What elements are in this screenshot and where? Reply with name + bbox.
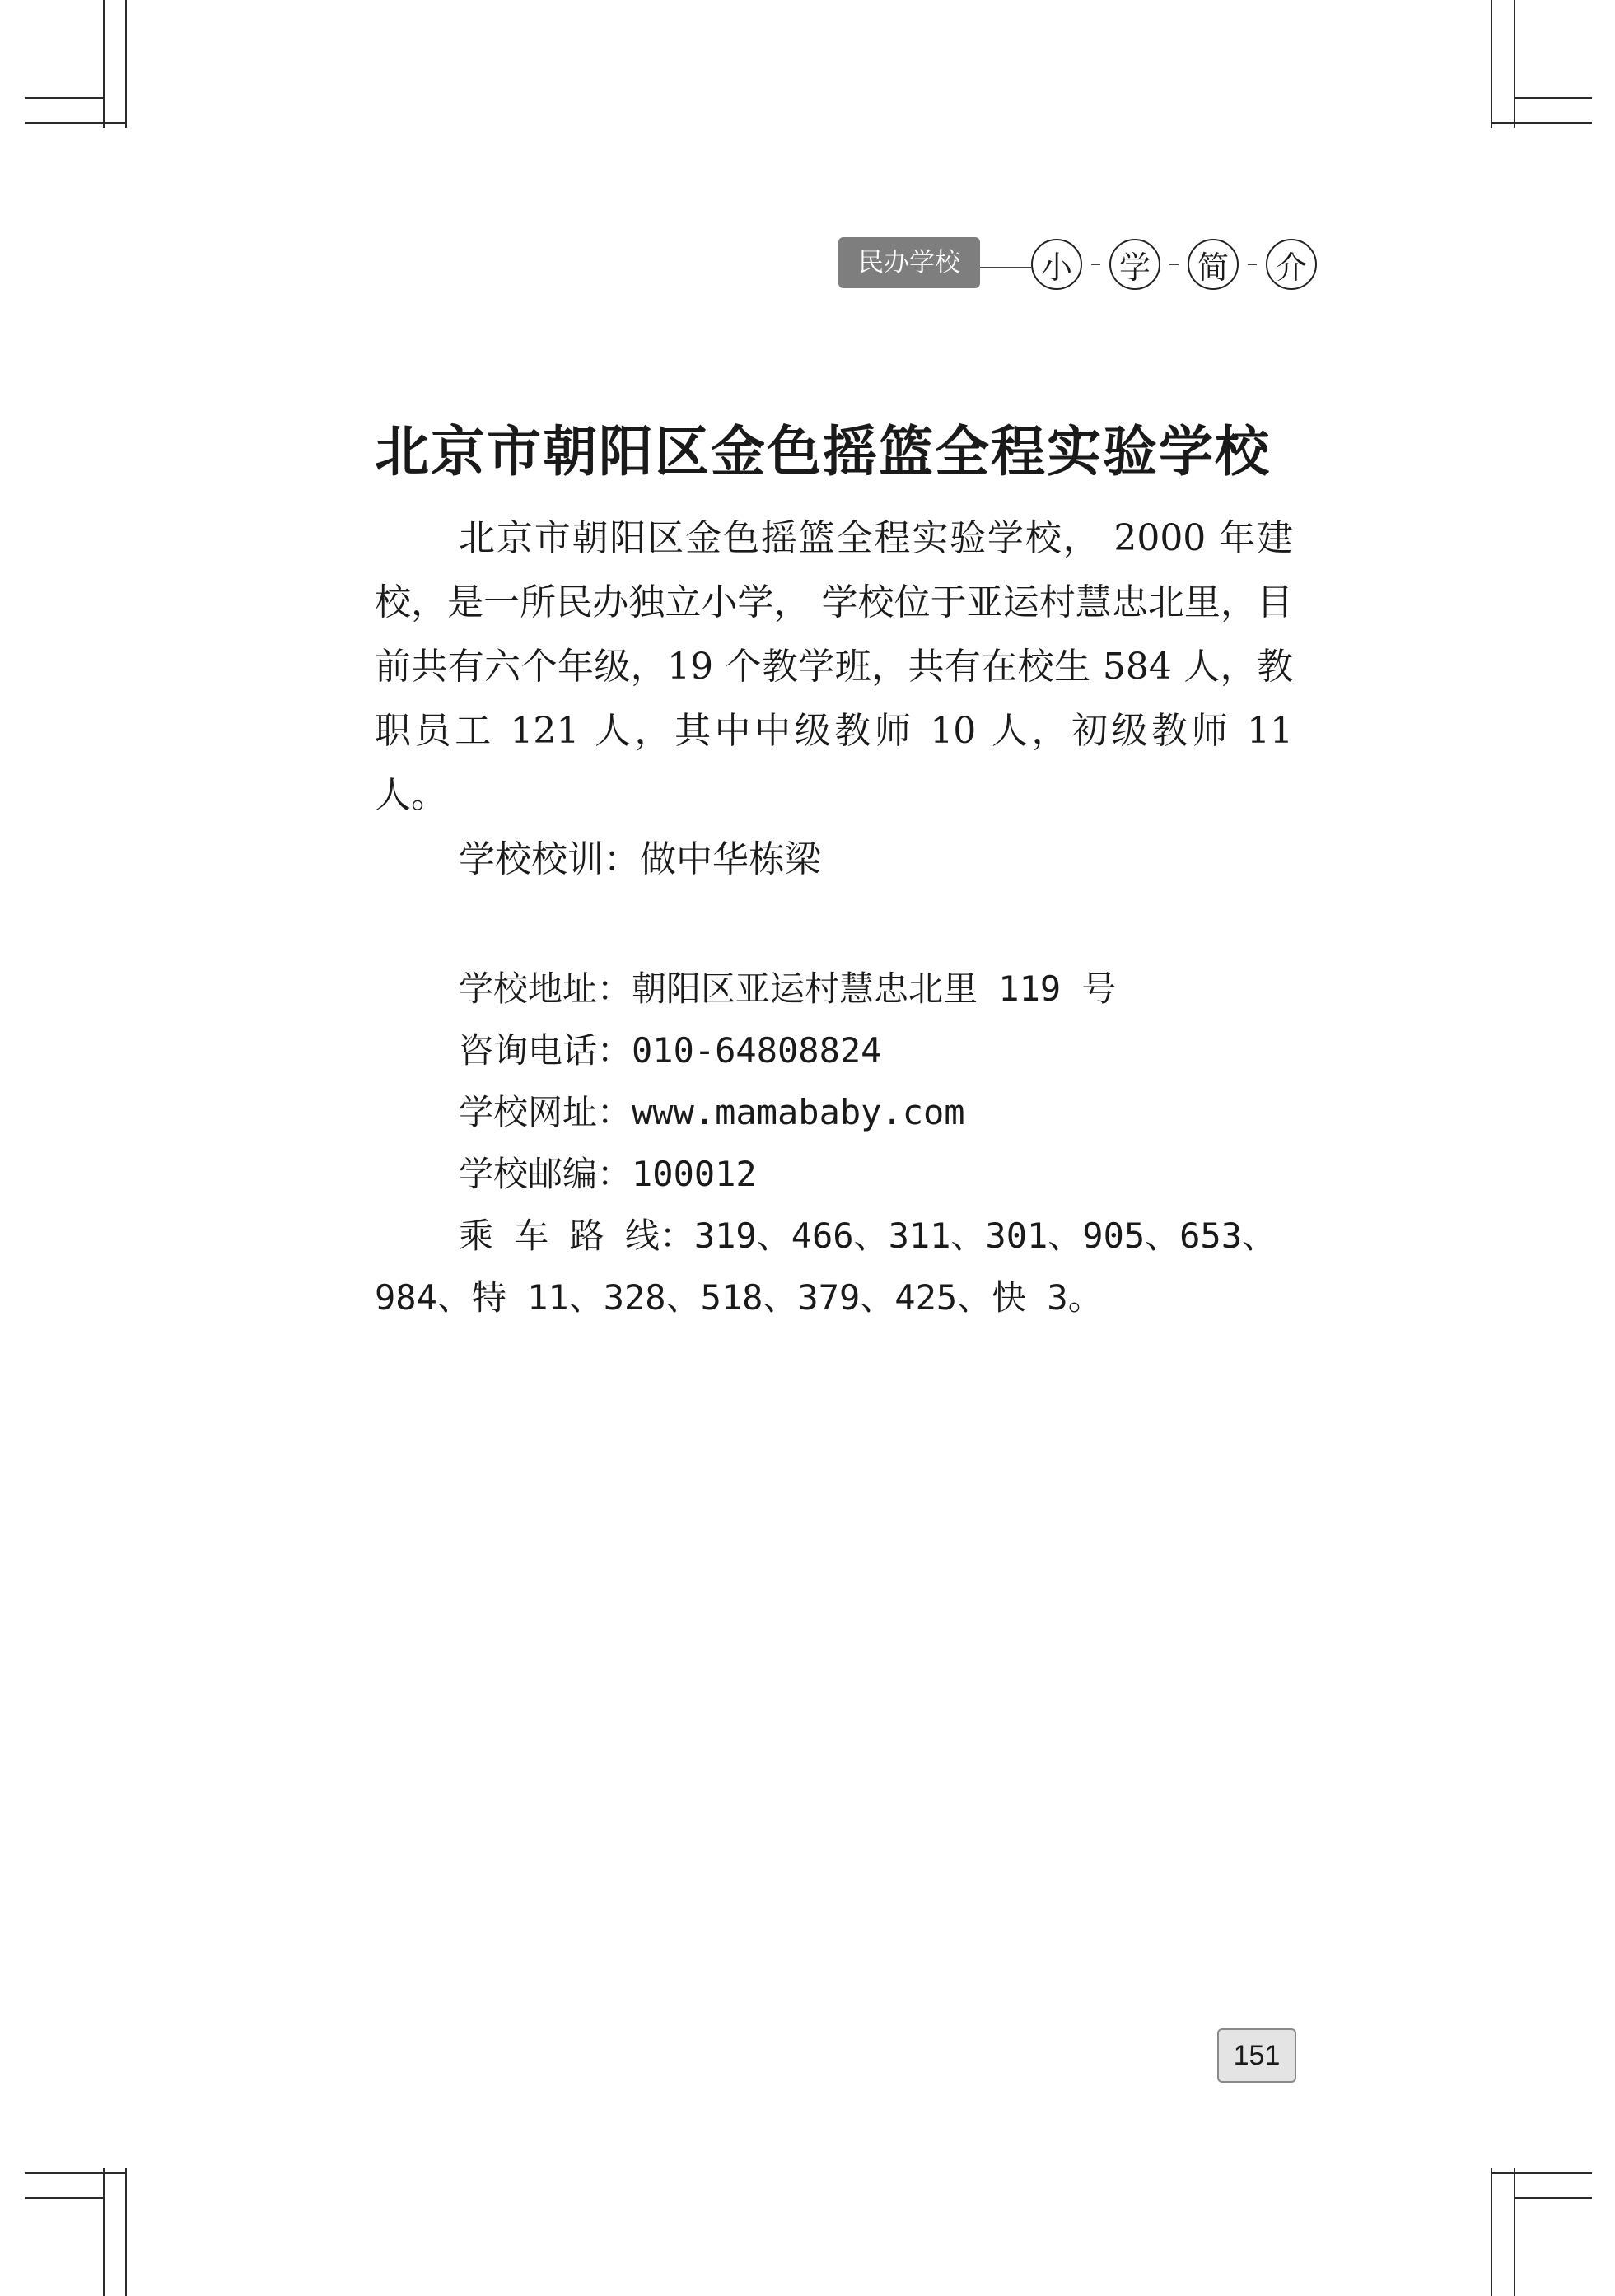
crop-mark — [1514, 97, 1592, 99]
crop-mark — [25, 97, 103, 99]
crop-mark — [103, 0, 105, 128]
bus-routes-line: 乘 车 路 线：319、466、311、301、905、653、984、特 11、328、518、379、425、快 3。 — [375, 1216, 1277, 1318]
section-char: 学 — [1109, 239, 1160, 290]
crop-mark — [25, 2197, 103, 2199]
section-char: 介 — [1266, 239, 1317, 290]
category-tag: 民办学校 — [838, 237, 980, 288]
crop-mark — [1514, 2168, 1515, 2296]
postcode-line: 学校邮编：100012 — [459, 1154, 757, 1194]
crop-mark — [1491, 2172, 1592, 2174]
section-char: 简 — [1188, 239, 1239, 290]
crop-mark — [103, 2168, 105, 2296]
crop-mark — [1514, 0, 1515, 128]
section-char: 小 — [1031, 239, 1082, 290]
crop-mark — [1491, 2168, 1492, 2296]
section-title — [1031, 239, 1317, 290]
spacer — [375, 892, 1293, 958]
crop-mark — [1491, 0, 1492, 128]
website-line: 学校网址：www.mamababy.com — [459, 1092, 965, 1132]
crop-mark — [125, 2168, 127, 2296]
school-motto: 学校校训：做中华栋梁 — [459, 838, 821, 880]
contact-info — [375, 958, 1293, 1328]
crop-mark — [125, 0, 127, 128]
header-connector-line — [980, 267, 1031, 268]
page-number: 151 — [1217, 2028, 1296, 2083]
crop-mark — [25, 122, 125, 124]
crop-mark — [25, 2172, 125, 2174]
circle-connector — [1169, 264, 1179, 265]
address-line: 学校地址：朝阳区亚运村慧忠北里 119 号 — [459, 968, 1117, 1009]
crop-mark — [1514, 2197, 1592, 2199]
crop-mark — [1491, 122, 1592, 124]
page-title: 北京市朝阳区金色摇篮全程实验学校 — [375, 420, 1271, 483]
intro-paragraph: 北京市朝阳区金色摇篮全程实验学校， 2000 年建校，是一所民办独立小学， 学校位于亚运村慧忠北里，目前共有六个年级，19 个教学班，共有在校生 584 人，教职员工 121 人，其中中级教师 10 人，初级教师 11 人。 — [375, 517, 1293, 816]
phone-line: 咨询电话：010-64808824 — [459, 1030, 882, 1071]
circle-connector — [1091, 264, 1100, 265]
school-description — [375, 506, 1293, 1328]
circle-connector — [1248, 264, 1257, 265]
